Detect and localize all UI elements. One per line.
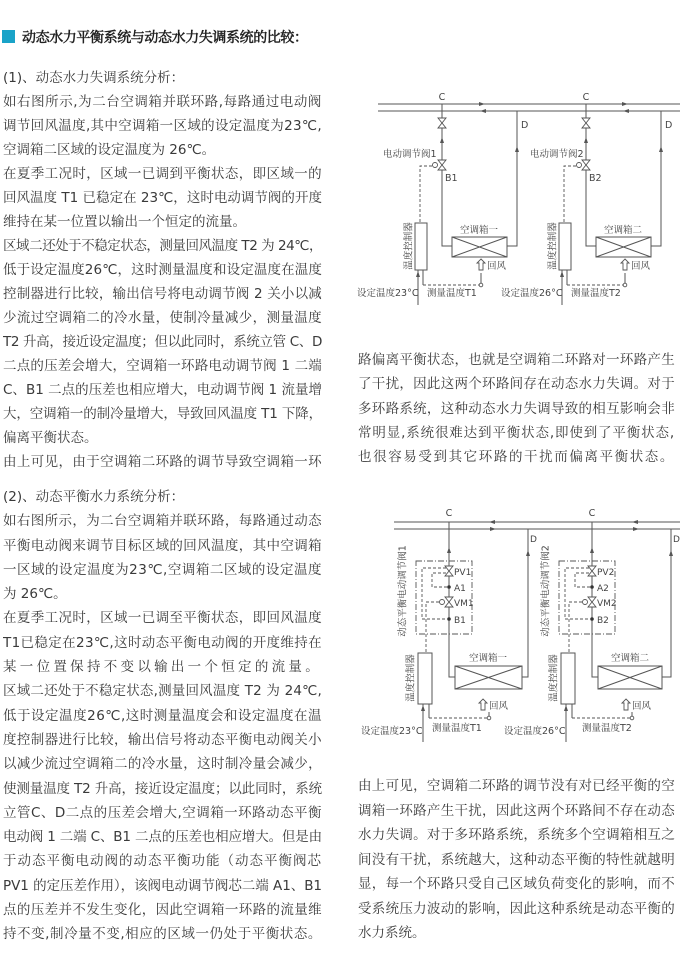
a-point-label: A1 — [454, 584, 466, 594]
text-line: T1已稳定在23℃,这时动态平衡电动阀的开度维持在 — [3, 634, 322, 651]
setpoint-arrow-icon — [421, 705, 425, 711]
return-air-arrow-icon — [479, 699, 487, 710]
control-signal-line — [426, 602, 439, 653]
text-line: 了干扰，因此这两个环路间存在动态水力失调。对于 — [358, 376, 675, 393]
point-label: B1 — [445, 173, 458, 184]
diagram-dynamic-balance — [0, 500, 680, 750]
flow-arrow-icon — [622, 102, 628, 106]
text-line: 显，每一个环路只受自己区域负荷变化的影响，而不 — [358, 876, 675, 892]
text-line: 低于设定温度26℃，这时测量温度和设定温度在温度 — [3, 262, 322, 278]
temperature-controller — [415, 223, 427, 270]
flow-arrow-icon — [489, 520, 495, 524]
supply-point-label: C — [445, 508, 453, 519]
node-b-dot — [590, 617, 594, 621]
a-point-label: A2 — [597, 584, 609, 594]
return-air-arrow-icon — [477, 259, 485, 270]
setpoint-label: 设定温度23°C — [357, 288, 419, 299]
text-line: 平衡电动阀来调节目标区域的回风温度，其中空调箱 — [3, 537, 322, 554]
control-signal-line — [564, 166, 576, 223]
control-signal-line — [569, 602, 582, 653]
text-line: 控制器进行比较，输出信号将电动调节阀 2 关小以减 — [3, 286, 322, 302]
return-air-label: 回风 — [489, 701, 509, 712]
ahu-label: 空调箱一 — [468, 653, 508, 664]
setpoint-arrow-icon — [416, 271, 420, 277]
return-air-label: 回风 — [487, 261, 507, 272]
text-line: 路偏离平衡状态，也就是空调箱二环路对一环路产生 — [358, 352, 675, 368]
flow-arrow-icon — [447, 547, 451, 553]
stop-valve-icon — [582, 118, 590, 128]
page-title: 动态水力平衡系统与动态水力失调系统的比较： — [22, 30, 308, 46]
text-line: 由上可见，由于空调箱二环路的调节导致空调箱一环 — [3, 454, 322, 470]
text-line: 为 26℃。 — [3, 586, 67, 603]
text-line: 持不变,制冷量不变,相应的区域一仍处于平衡状态。 — [3, 926, 322, 943]
text-line: 某一位置保持不变以输出一个恒定的流量。 — [3, 659, 322, 676]
ahu-label: 空调箱二 — [603, 225, 643, 236]
section-2-continuation — [358, 774, 675, 946]
diagram-hydraulic-imbalance — [0, 85, 680, 310]
setpoint-arrow-icon — [560, 271, 564, 277]
supply-point-label: C — [588, 508, 596, 519]
ahu-label: 空调箱一 — [459, 225, 499, 236]
title-marker-square — [2, 30, 15, 43]
controller-label: 温度控制器 — [547, 222, 559, 270]
return-branch-pipe — [665, 529, 671, 677]
controller-label: 温度控制器 — [548, 654, 560, 702]
valve-actuator-icon — [583, 600, 588, 605]
section-heading: (1)、动态水力失调系统分析： — [3, 70, 185, 86]
point-label: B2 — [589, 173, 602, 184]
controller-label: 温度控制器 — [403, 222, 415, 270]
setpoint-label: 设定温度26°C — [501, 288, 563, 299]
flow-arrow-icon — [659, 146, 663, 152]
section-1-continuation — [358, 348, 675, 469]
pressure-sense-line — [432, 573, 447, 587]
text-line: 水力系统。 — [358, 925, 426, 941]
flow-arrow-icon — [669, 550, 673, 556]
text-line: 少流过空调箱二的冷水量，使制冷量减少，测量温度 — [3, 310, 322, 326]
return-air-arrow-icon — [621, 259, 629, 270]
controller-label: 温度控制器 — [405, 654, 417, 702]
text-line: 维持在某一位置以输出一个恒定的流量。 — [3, 214, 246, 230]
text-line: 以减少流过空调箱二的冷水量，这时制冷量会减少， — [3, 756, 322, 773]
text-line: 空调箱二区域的设定温度为 26℃。 — [3, 142, 216, 158]
setpoint-label: 设定温度26°C — [504, 726, 566, 737]
text-line: 一区域的设定温度为23℃,空调箱二区域的设定温度 — [3, 561, 322, 578]
supply-point-label: C — [582, 92, 590, 103]
balance-valve-label: 动态平衡电动调节阀1 — [397, 545, 409, 637]
return-air-arrow-icon — [622, 699, 630, 710]
measured-temperature-label: 测量温度T2 — [582, 723, 632, 734]
text-line: 大，空调箱一的制冷量增大，导致回风温度 T1 下降， — [3, 406, 322, 422]
text-line: 调节回风温度,其中空调箱一区域的设定温度为23℃, — [3, 118, 322, 134]
text-line: 多环路系统，这种动态水力失调导致的相互影响会非 — [358, 400, 675, 417]
temperature-controller — [561, 653, 575, 704]
node-a-dot — [447, 585, 451, 589]
return-branch-pipe — [651, 111, 661, 246]
text-line: 也很容易受到其它环路的干扰而偏离平衡状态。 — [358, 449, 675, 465]
flow-arrow-icon — [526, 550, 530, 556]
text-line: T2 升高，接近设定温度；但以此同时，系统立管 C、D — [3, 334, 322, 350]
flow-arrow-icon — [490, 527, 496, 531]
text-line: 低于设定温度26℃,这时测量温度会和设定温度在温 — [3, 707, 322, 724]
temperature-sensor-icon — [630, 716, 634, 720]
flow-arrow-icon — [633, 527, 639, 531]
text-line: 度控制器进行比较，输出信号将动态平衡电动阀关小 — [3, 731, 322, 748]
temperature-sensor-icon — [623, 283, 627, 287]
pressure-valve-icon — [445, 566, 453, 576]
section-heading: (2)、动态平衡水力系统分析： — [3, 489, 185, 505]
return-point-label: D — [673, 535, 680, 545]
supply-point-label: C — [438, 92, 446, 103]
measured-temperature-label: 测量温度T1 — [432, 723, 482, 734]
text-line: 常明显,系统很难达到平衡状态,即使到了平衡状态, — [358, 424, 675, 441]
motorized-valve-icon — [438, 160, 446, 170]
text-line: 在夏季工况时，区域一已调至平衡状态，即回风温度 — [3, 610, 322, 627]
temperature-sensor-icon — [479, 283, 483, 287]
measured-temperature-label: 测量温度T1 — [427, 288, 477, 299]
pressure-valve-icon — [588, 566, 596, 576]
text-line: 二点的压差会增大，空调箱一环路电动调节阀 1 二端 — [3, 358, 322, 374]
text-line: 如右图所示，为二台空调箱并联环路，每路通过动态 — [3, 513, 322, 530]
text-line: 调箱一环路产生干扰，因此这两个环路间不存在动态 — [358, 802, 675, 819]
return-branch-pipe — [522, 529, 528, 677]
valve-actuator-icon — [433, 163, 438, 168]
pv-label: PV2 — [597, 568, 615, 578]
temperature-controller — [559, 223, 571, 270]
ahu-label: 空调箱二 — [610, 653, 650, 664]
return-air-label: 回风 — [631, 261, 651, 272]
text-line: 区域二还处于不稳定状态,测量回风温度 T2 为 24℃, — [3, 683, 322, 700]
text-line: 受系统压力波动的影响，因此这种系统是动态平衡的 — [358, 900, 675, 917]
return-branch-pipe — [507, 111, 517, 246]
text-line: 回风温度 T1 已稳定在 23℃，这时电动调节阀的开度 — [3, 190, 322, 206]
text-line: 于动态平衡电动阀的动态平衡功能（动态平衡阀芯 — [3, 853, 322, 870]
balance-valve-label: 动态平衡电动调节阀2 — [540, 545, 552, 637]
temperature-controller — [418, 653, 432, 704]
loop-unit-1 — [361, 508, 537, 742]
text-line: 偏离平衡状态。 — [3, 430, 98, 446]
flow-arrow-icon — [440, 137, 444, 143]
text-line: 间没有干扰，系统越大，这种动态平衡的特性就越明 — [358, 851, 675, 868]
text-line: PV1 的定压差作用），该阀电动调节阀芯二端 A1、B1 — [3, 877, 322, 894]
flow-arrow-icon — [590, 547, 594, 553]
text-line: 区域二还处于不稳定状态，测量回风温度 T2 为 24℃， — [3, 238, 322, 254]
text-line: C、B1 二点的压差也相应增大，电动调节阀 1 流量增 — [3, 382, 322, 398]
flow-arrow-icon — [480, 109, 486, 113]
flow-arrow-icon — [623, 109, 629, 113]
valve-actuator-icon — [440, 600, 445, 605]
vm-label: VM1 — [454, 599, 474, 609]
setpoint-label: 设定温度23°C — [361, 726, 423, 737]
measured-temperature-label: 测量温度T2 — [571, 288, 621, 299]
control-valve-label: 电动调节阀1 — [383, 149, 437, 160]
return-air-label: 回风 — [632, 701, 652, 712]
text-line: 电动阀 1 二端 C、B1 二点的压差也相应增大。但是由 — [3, 829, 322, 846]
control-signal-line — [420, 166, 432, 223]
return-point-label: D — [521, 120, 529, 131]
valve-actuator-icon — [577, 163, 582, 168]
setpoint-arrow-icon — [564, 705, 568, 711]
text-line: 水力失调。对于多环路系统，系统多个空调箱相互之 — [358, 827, 675, 843]
pv-label: PV1 — [454, 568, 472, 578]
stop-valve-icon — [438, 118, 446, 128]
temperature-sensor-icon — [487, 716, 491, 720]
text-line: 立管C、D二点的压差会增大,空调箱一环路动态平衡 — [3, 804, 322, 821]
text-line: 由上可见，空调箱二环路的调节没有对已经平衡的空 — [358, 778, 675, 794]
flow-arrow-icon — [479, 102, 485, 106]
text-line: 在夏季工况时，区域一已调到平衡状态，即区域一的 — [3, 166, 322, 182]
flow-arrow-icon — [584, 137, 588, 143]
return-point-label: D — [530, 535, 537, 545]
flow-arrow-icon — [632, 520, 638, 524]
text-line: 使测量温度 T2 升高，接近设定温度；以此同时，系统 — [3, 780, 322, 797]
return-point-label: D — [665, 120, 673, 131]
flow-arrow-icon — [515, 146, 519, 152]
b-point-label: B2 — [597, 616, 609, 626]
motorized-valve-icon — [582, 160, 590, 170]
text-line: 点的压差并不发生变化，因此空调箱一环路的流量维 — [3, 902, 322, 919]
b-point-label: B1 — [454, 616, 466, 626]
motorized-valve-icon — [445, 597, 453, 607]
motorized-valve-icon — [588, 597, 596, 607]
loop-unit-1 — [357, 92, 528, 305]
node-a-dot — [590, 585, 594, 589]
node-b-dot — [447, 617, 451, 621]
pressure-sense-line — [575, 573, 590, 587]
text-line: 如右图所示,为二台空调箱并联环路,每路通过电动阀 — [3, 94, 322, 110]
vm-label: VM2 — [597, 599, 617, 609]
control-valve-label: 电动调节阀2 — [530, 149, 584, 160]
